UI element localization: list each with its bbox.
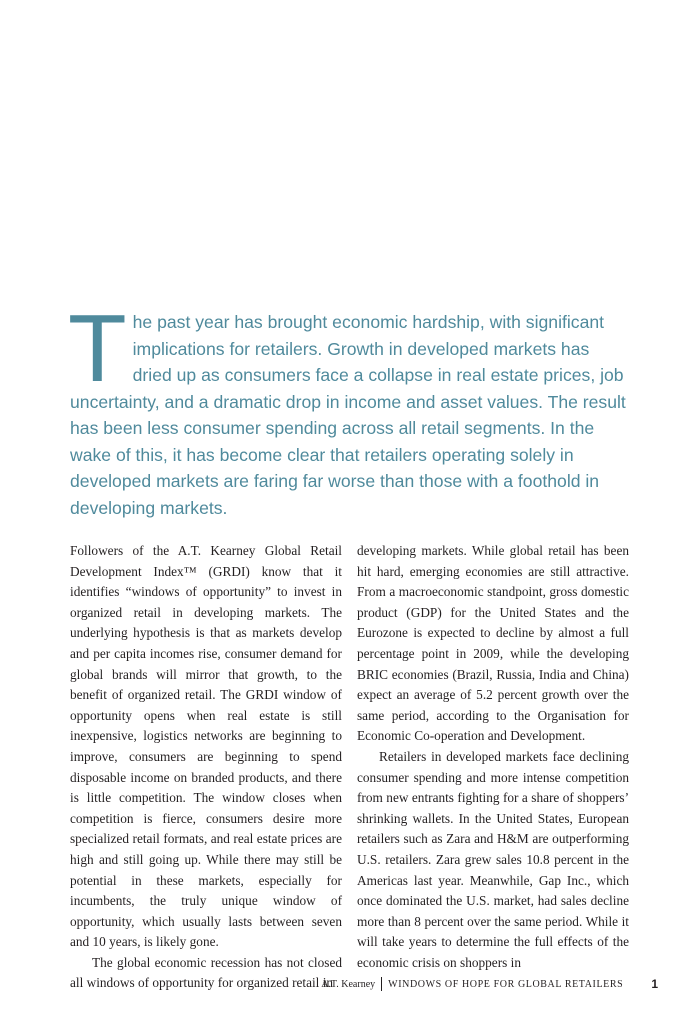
- footer-brand: A.T. Kearney: [321, 978, 376, 990]
- intro-paragraph: [68, 295, 632, 521]
- footer-separator: [381, 977, 382, 991]
- intro-text: he past year has brought economic hardship, with significant implications for retailers. Growth in developed markets has dried up as consumers face a collapse in real estate prices, job uncertainty, and a dramatic drop in income and asset values. The result has been less consumer spending across all retail segments. In the wake of this, it has become clear that retailers operating solely in developed markets are faring far worse than those with a foothold in developing markets.: [70, 312, 626, 518]
- col2-paragraph-2: Retailers in developed markets face declining consumer spending and more intense competition from new entrants fighting for a share of shoppers’ shrinking wallets. In the United States, European retailers such as Zara and H&M are outperforming U.S. retailers. Zara grew sales 10.8 percent in the Americas last year. Meanwhile, Gap Inc., which once dominated the U.S. market, had sales decline more than 8 percent over the same period. While it will take years to determine the full effects of the economic crisis on shoppers in: [357, 748, 629, 970]
- column-right: [357, 541, 629, 994]
- footer-document-title: WINDOWS OF HOPE FOR GLOBAL RETAILERS: [388, 978, 624, 990]
- column-left: [70, 541, 342, 994]
- drop-cap: T: [68, 295, 127, 402]
- page-footer: [200, 977, 658, 991]
- col2-paragraph-1: developing markets. While global retail has been hit hard, emerging economies are still attractive. From a macroeconomic standpoint, gross domestic product (GDP) for the United States and the Eurozone is expected to decline by almost a full percentage point in 2009, while the developing BRIC economies (Brazil, Russia, India and China) expect an average of 5.2 percent growth over the same period, according to the Organisation for Economic Co-operation and Development.: [357, 543, 629, 744]
- page-number: 1: [651, 977, 658, 991]
- body-columns: [70, 541, 629, 994]
- col1-paragraph-1: Followers of the A.T. Kearney Global Retail Development Index™ (GRDI) know that it identifies “windows of opportunity” to invest in organized retail in developing markets. The underlying hypothesis is that as markets develop and per capita incomes rise, consumer demand for global brands will mirror that growth, to the benefit of organized retail. The GRDI window of opportunity opens when real estate is still inexpensive, logistics networks are beginning to improve, consumers are beginning to spend disposable income on branded products, and there is little competition. The window closes when competition is fierce, consumers desire more specialized retail formats, and real estate prices are high and still going up. While there may still be potential in these markets, especially for incumbents, the truly unique window of opportunity, which usually lasts between seven and 10 years, is likely gone.: [70, 543, 342, 950]
- col1-paragraph-2: The global economic recession has not closed all windows of opportunity for organized retail in: [70, 954, 342, 991]
